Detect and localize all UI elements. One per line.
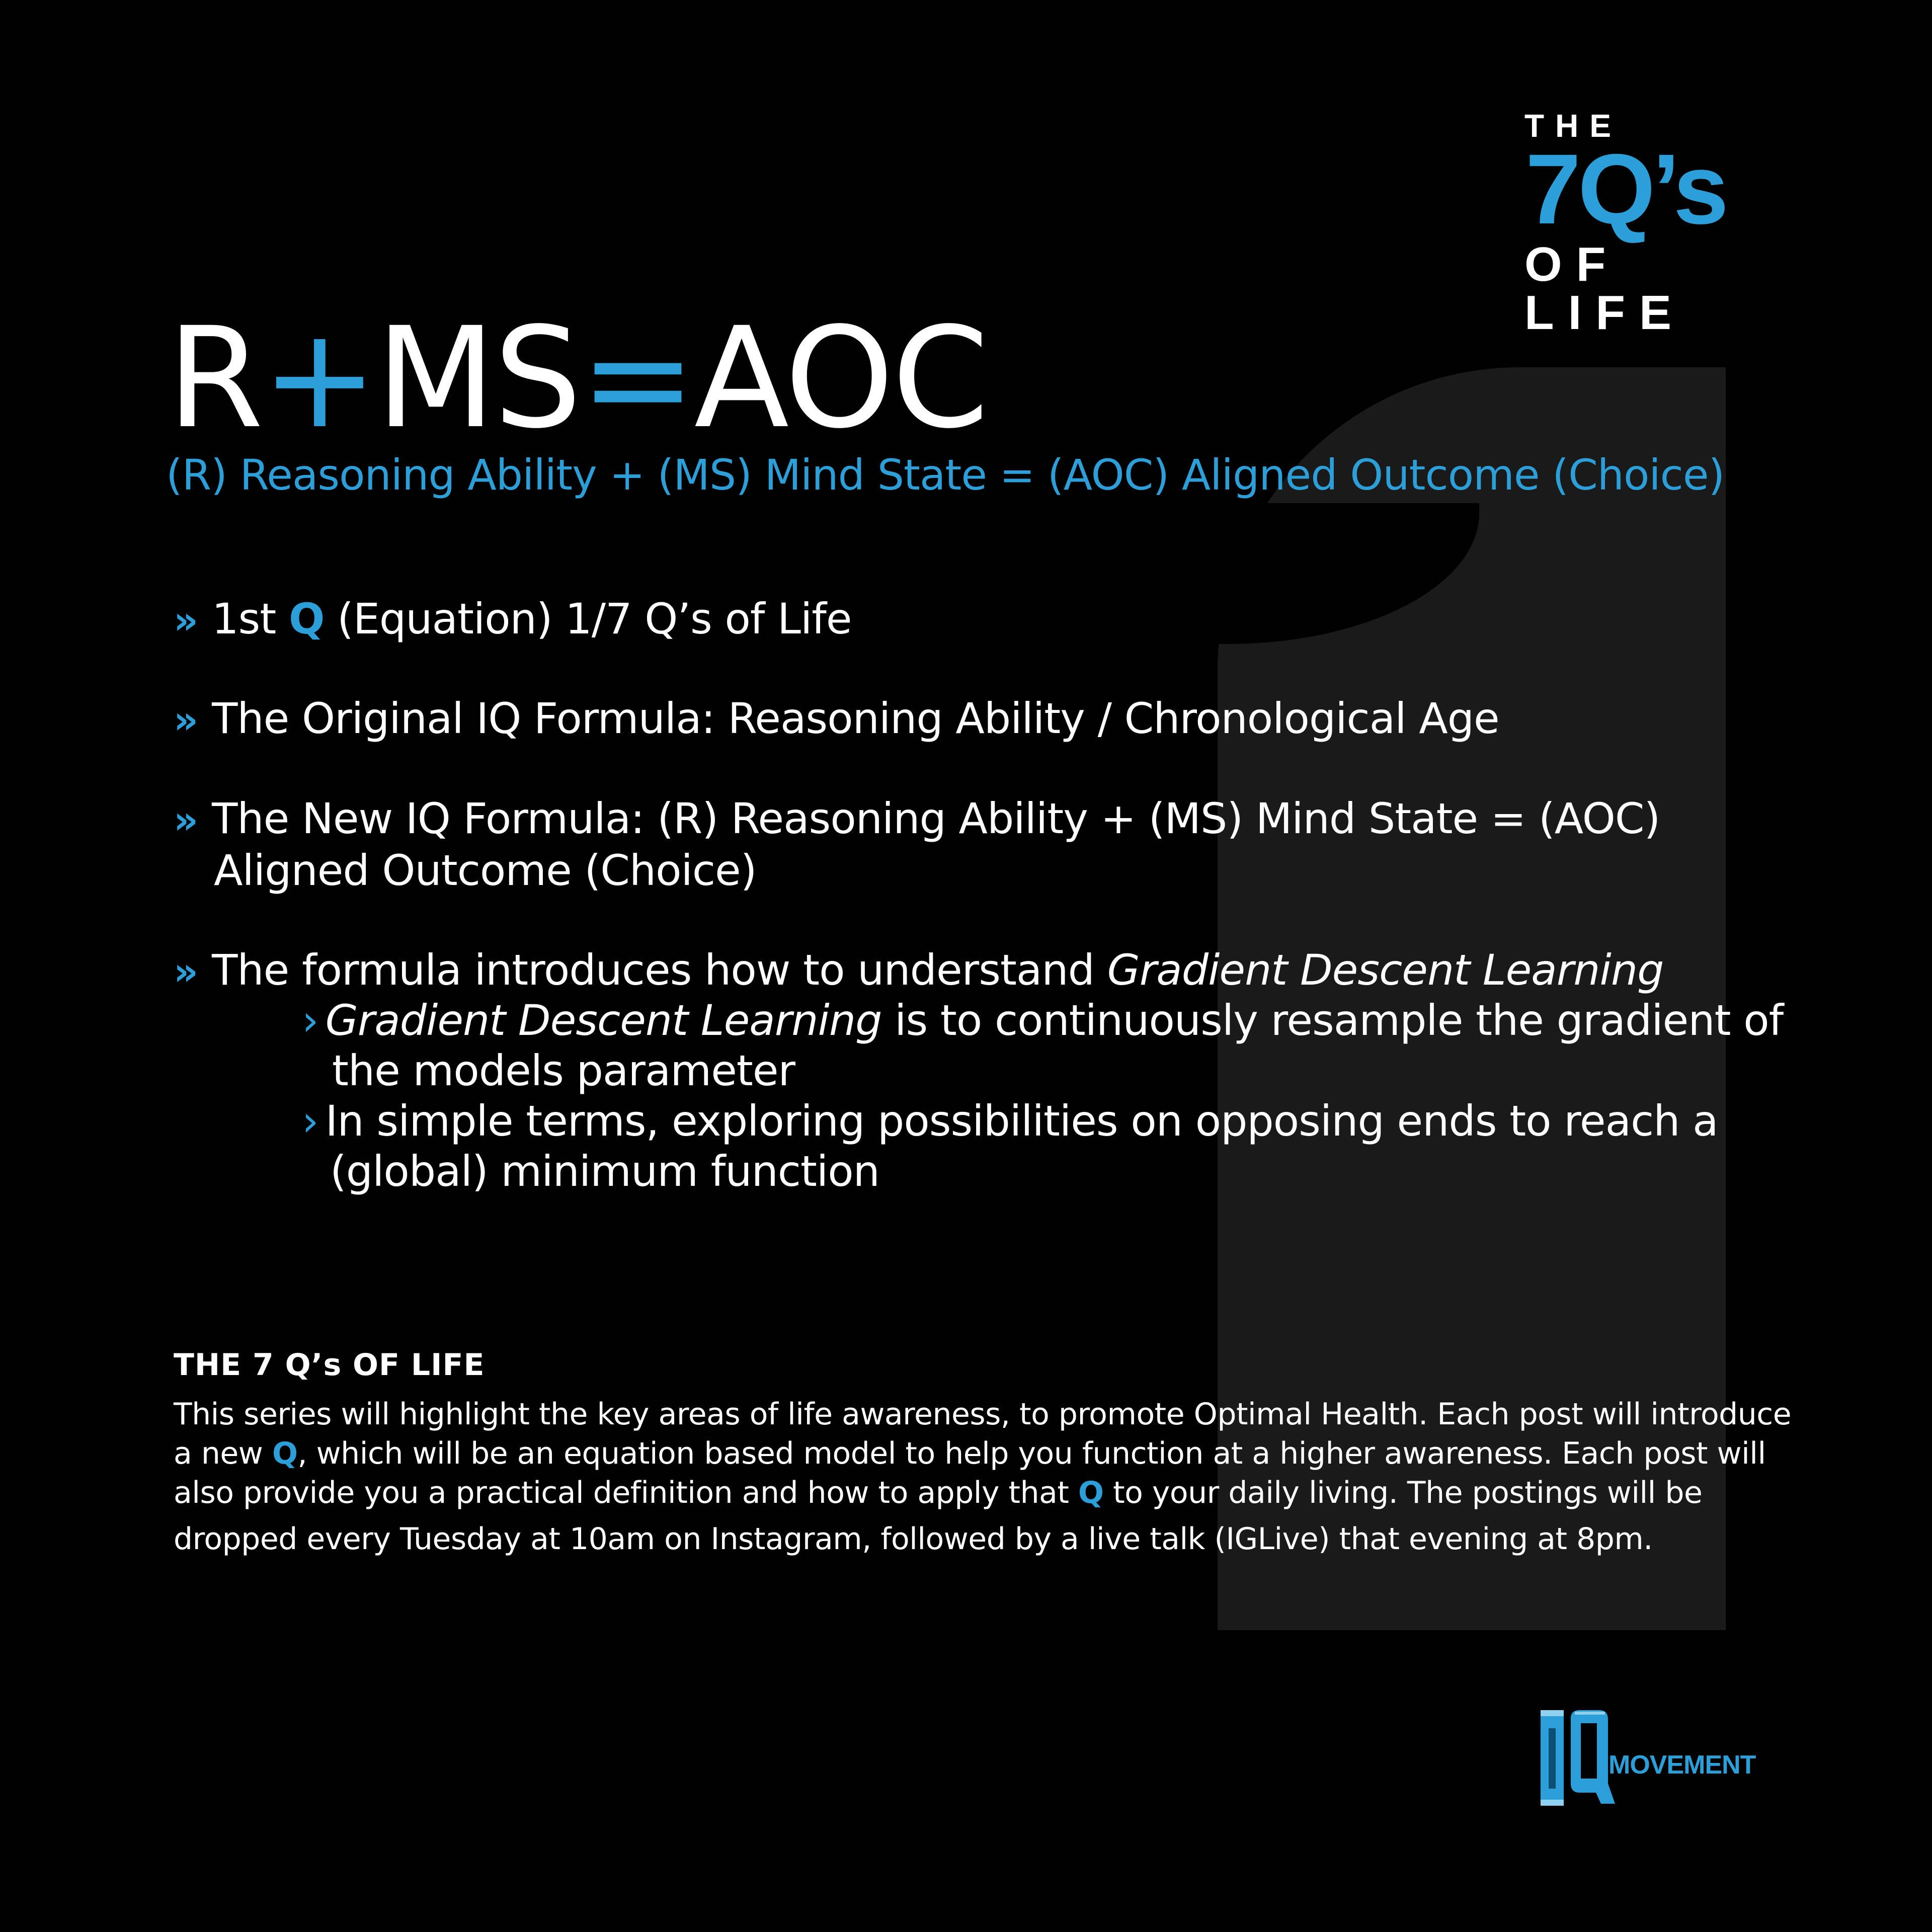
bullet-1-q: Q — [288, 594, 325, 643]
about-line-4: dropped every Tuesday at 10am on Instagram, followed by a live talk (IGLive) that evening at 8pm. — [174, 1521, 1653, 1557]
about-line-2 — [174, 1434, 1766, 1473]
chevron-right-icon: › — [302, 996, 318, 1045]
about-line-3 — [174, 1473, 1763, 1512]
eq-plus: + — [261, 298, 376, 459]
about-line-3-q: Q — [1078, 1475, 1104, 1510]
logo-the: THE — [1524, 108, 1622, 144]
about-line-1: This series will highlight the key areas of life awareness, to promote Optimal Health. Each post will introduce — [174, 1397, 1792, 1432]
eq-equals: = — [580, 298, 694, 459]
sub-bullet-1-italic: Gradient Descent Learning — [325, 996, 882, 1045]
equation-heading — [167, 298, 987, 459]
bullet-1 — [174, 594, 852, 646]
bullet-4 — [174, 945, 1663, 997]
bullet-3-line2: Aligned Outcome (Choice) — [214, 846, 757, 895]
bullet-4-text: The formula introduces how to understand — [212, 945, 1107, 995]
about-line-2-pre: a new — [174, 1436, 272, 1471]
logo-seven-qs: 7Q’s — [1525, 133, 1726, 245]
double-chevron-icon: » — [174, 949, 198, 994]
bullet-3-line1: The New IQ Formula: (R) Reasoning Ability + (MS) Mind State = (AOC) — [212, 794, 1660, 843]
brand-movement-text: MOVEMENT — [1608, 1750, 1756, 1780]
bullet-2 — [174, 693, 1499, 745]
about-line-2-q: Q — [272, 1436, 298, 1471]
eq-aoc: AOC — [694, 298, 987, 459]
about-line-2-post: , which will be an equation based model to help you function at a higher awareness. Each post will — [297, 1436, 1766, 1471]
bullet-2-text: The Original IQ Formula: Reasoning Ability / Chronological Age — [212, 694, 1499, 743]
sub-bullet-2 — [302, 1096, 1718, 1196]
eq-ms: MS — [376, 298, 580, 459]
sub-bullet-2-line2: (global) minimum function — [330, 1147, 879, 1196]
sub-bullet-1-line2: the models parameter — [332, 1046, 795, 1095]
about-body — [174, 1395, 1792, 1559]
sub-bullet-2-text: In simple terms, exploring possibilities on opposing ends to reach a — [325, 1096, 1718, 1146]
chevron-right-icon: › — [302, 1096, 318, 1146]
logo-of-life: OF LIFE — [1524, 237, 1685, 340]
double-chevron-icon: » — [174, 598, 198, 642]
equation-subtitle: (R) Reasoning Ability + (MS) Mind State = (AOC) Aligned Outcome (Choice) — [166, 450, 1725, 500]
sub-bullet-1-text: is to continuously resample the gradient of — [881, 996, 1784, 1045]
about-line-3-post: to your daily living. The postings will be — [1103, 1475, 1703, 1510]
bullet-1-pre: 1st — [212, 594, 289, 643]
bullet-1-post: (Equation) 1/7 Q’s of Life — [324, 594, 852, 643]
seven-qs-logo — [1524, 108, 1766, 340]
double-chevron-icon: » — [174, 697, 198, 742]
sub-bullet-1 — [302, 995, 1783, 1096]
double-chevron-icon: » — [174, 797, 198, 842]
bullet-4-italic: Gradient Descent Learning — [1107, 945, 1664, 995]
about-title: THE 7 Q’s OF LIFE — [174, 1347, 485, 1383]
eq-r: R — [167, 298, 262, 459]
about-line-3-pre: also provide you a practical definition and how to apply that — [174, 1475, 1078, 1510]
bullet-3 — [174, 793, 1660, 896]
